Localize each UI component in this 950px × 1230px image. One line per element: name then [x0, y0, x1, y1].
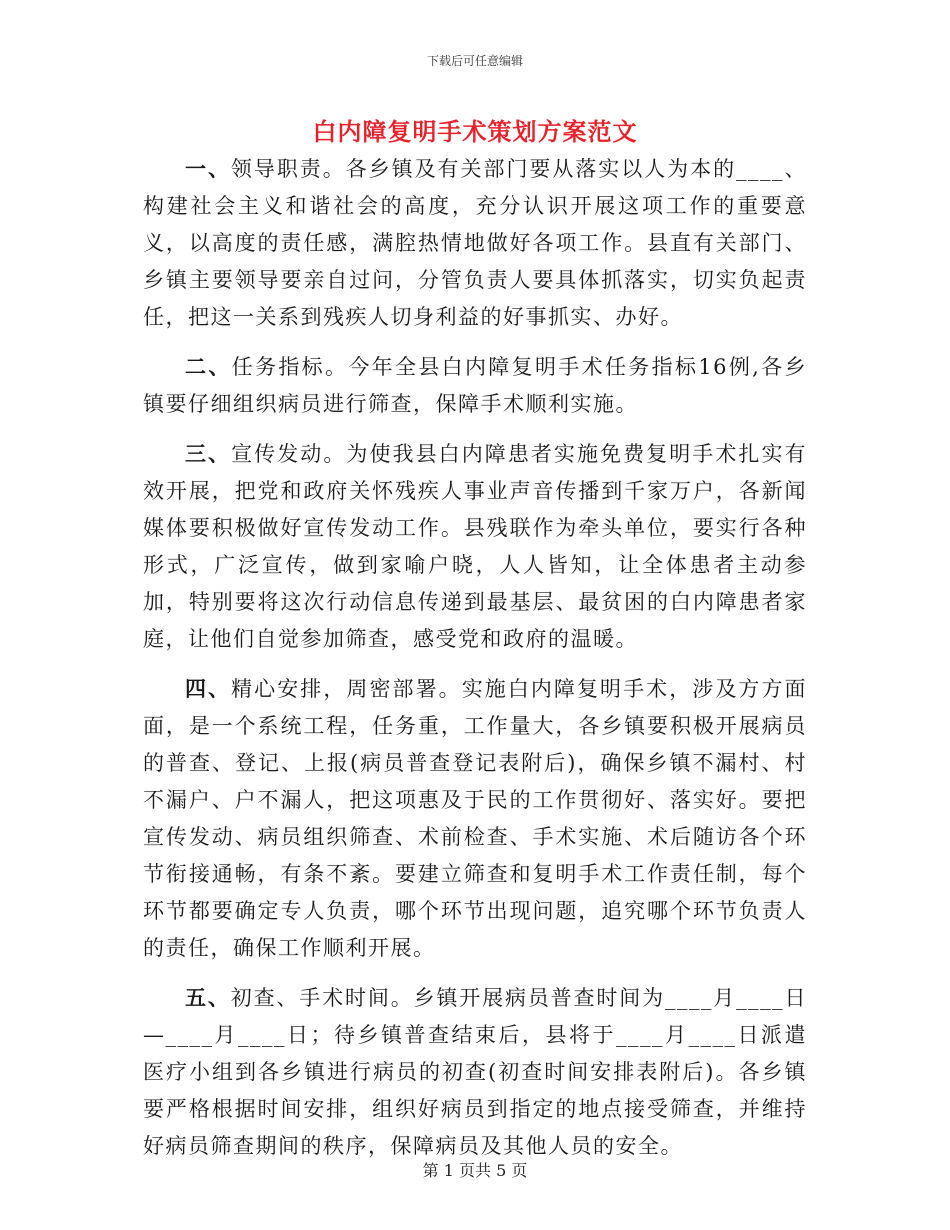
- paragraph-5-number: 五、: [185, 985, 231, 1010]
- paragraph-3-text: 宣传发动。为使我县白内障患者实施免费复明手术扎实有效开展，把党和政府关怀残疾人事业声音传播到千家万户，各新闻媒体要积极做好宣传发动工作。县残联作为牵头单位，要实行各种形式，广泛宣传，做到家喻户晓，人人皆知，让全体患者主动参加，特别要将这次行动信息传递到最基层、最贫困的白内障患者家庭，让他们自觉参加筛查，感受党和政府的温暖。: [143, 442, 808, 651]
- paragraph-5-text: 初查、手术时间。乡镇开展病员普查时间为____月____日—____月____日；待乡镇普查结束后，县将于____月____日派遣医疗小组到各乡镇进行病员的初查(初查时间安排表附后)。各乡镇要严格根据时间安排，组织好病员到指定的地点接受筛查，并维持好病员筛查期间的秩序，保障病员及其他人员的安全。: [143, 986, 808, 1158]
- paragraph-3-number: 三、: [185, 441, 232, 466]
- paragraph-4-text: 精心安排，周密部署。实施白内障复明手术，涉及方方面面，是一个系统工程，任务重，工作量大，各乡镇要积极开展病员的普查、登记、上报(病员普查登记表附后)，确保乡镇不漏村、村不漏户、户不漏人，把这项惠及于民的工作贯彻好、落实好。要把宣传发动、病员组织筛查、术前检查、手术实施、术后随访各个环节衔接通畅，有条不紊。要建立筛查和复明手术工作责任制，每个环节都要确定专人负责，哪个环节出现问题，追究哪个环节负责人的责任，确保工作顺利开展。: [143, 677, 808, 960]
- paragraph-4-arrangement: [143, 670, 807, 967]
- paragraph-5-schedule: [143, 979, 807, 1165]
- document-body: [143, 150, 807, 1177]
- paragraph-1-number: 一、: [185, 156, 231, 181]
- paragraph-1-leadership: [143, 150, 807, 336]
- page-number-footer: 第 1 页共 5 页: [422, 1161, 528, 1180]
- paragraph-2-text: 任务指标。今年全县白内障复明手术任务指标16例,各乡镇要仔细组织病员进行筛查，保障手术顺利实施。: [143, 355, 807, 416]
- document-title: 白内障复明手术策划方案范文: [312, 117, 638, 146]
- page-header-note: 下载后可任意编辑: [426, 54, 523, 68]
- paragraph-4-number: 四、: [185, 676, 232, 701]
- paragraph-3-publicity: [143, 435, 807, 658]
- paragraph-2-number: 二、: [185, 354, 232, 379]
- paragraph-2-targets: [143, 348, 807, 423]
- paragraph-1-text: 领导职责。各乡镇及有关部门要从落实以人为本的____、构建社会主义和谐社会的高度，充分认识开展这项工作的重要意义，以高度的责任感，满腔热情地做好各项工作。县直有关部门、乡镇主要领导要亲自过问，分管负责人要具体抓落实，切实负起责任，把这一关系到残疾人切身利益的好事抓实、办好。: [143, 157, 807, 329]
